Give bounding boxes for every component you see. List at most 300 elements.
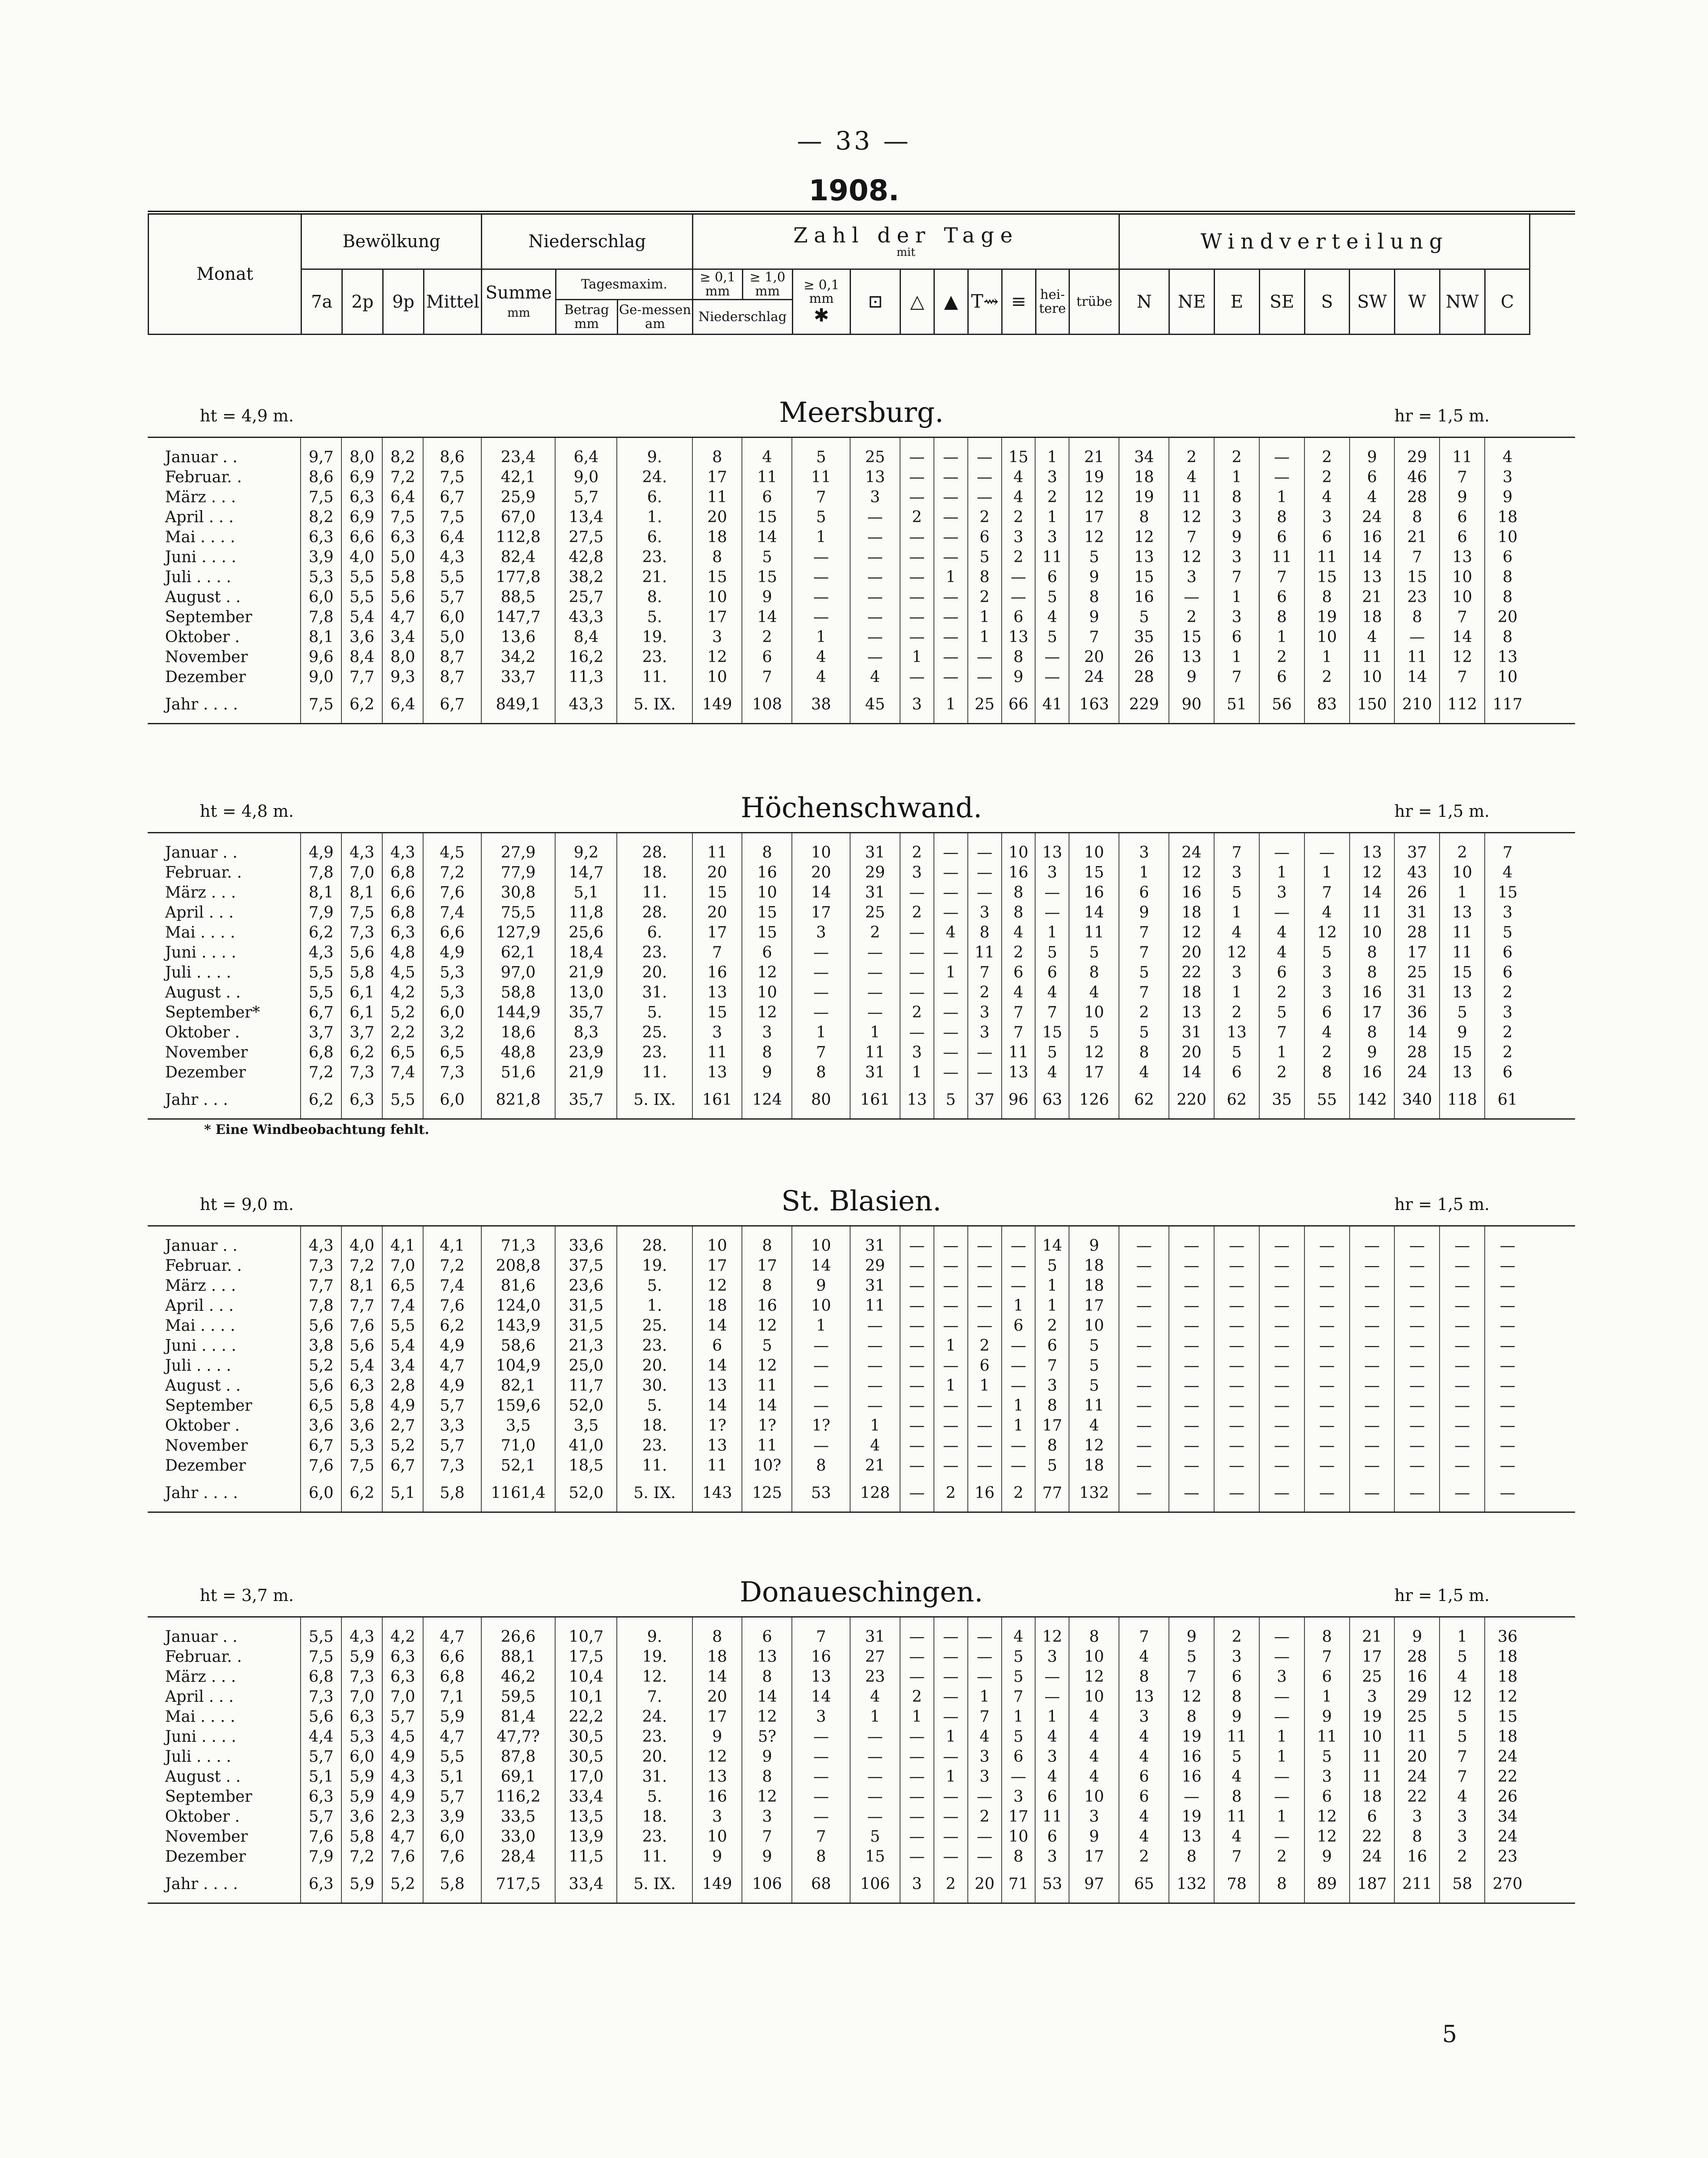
data-cell: 6,9 [341, 467, 382, 487]
data-cell: — [1002, 1436, 1036, 1456]
data-cell: 62,1 [481, 943, 556, 963]
data-cell: — [1259, 833, 1304, 863]
data-cell: 1 [1259, 1807, 1304, 1827]
data-cell: 12 [692, 647, 742, 667]
data-cell: — [900, 1336, 934, 1356]
column-header-table [148, 211, 1575, 335]
data-cell: 12 [1440, 647, 1485, 667]
data-cell: 13 [1440, 983, 1485, 1003]
data-cell: 21,3 [555, 1336, 617, 1356]
data-cell: 14 [792, 883, 850, 903]
data-cell: 11 [692, 487, 742, 507]
data-cell: 5,2 [382, 1436, 423, 1456]
data-cell: 3 [1214, 547, 1259, 567]
data-cell: 4,3 [341, 833, 382, 863]
data-cell: 5,8 [341, 1396, 382, 1416]
data-cell: 58,6 [481, 1336, 556, 1356]
data-cell: 5. IX. [617, 1083, 692, 1119]
table-row [148, 467, 1575, 487]
data-cell: 8 [1002, 1847, 1036, 1867]
data-cell: — [900, 1376, 934, 1396]
data-cell: 5,5 [341, 567, 382, 587]
data-cell: 7,4 [423, 1276, 481, 1296]
data-cell: 10 [1350, 1727, 1395, 1747]
data-cell: — [968, 1436, 1002, 1456]
table-row [148, 1316, 1575, 1336]
station-name: Meersburg. [779, 397, 944, 429]
data-cell: — [934, 1747, 968, 1767]
data-cell: 7 [742, 1827, 792, 1847]
data-cell: 118 [1440, 1083, 1485, 1119]
data-cell: 7,5 [423, 507, 481, 527]
data-cell: 18 [1485, 1727, 1530, 1747]
data-cell: 4 [1035, 1767, 1069, 1787]
data-cell: 7 [1304, 1647, 1350, 1667]
data-cell: 87,8 [481, 1747, 556, 1767]
data-cell: 2,7 [382, 1416, 423, 1436]
data-cell: 24 [1394, 1767, 1440, 1787]
data-cell: 9 [1214, 1707, 1259, 1727]
data-cell: 27,5 [555, 527, 617, 547]
data-cell: — [934, 1847, 968, 1867]
data-cell: 1 [1259, 863, 1304, 883]
data-cell: 12 [1169, 507, 1214, 527]
data-cell: 10 [692, 1226, 742, 1256]
data-cell: 6,8 [301, 1043, 341, 1063]
data-cell: 8 [1214, 1687, 1259, 1707]
data-cell: 5 [1069, 547, 1119, 567]
data-cell: 4,7 [382, 607, 423, 627]
data-cell: 6,1 [341, 1003, 382, 1023]
data-cell: 12 [1069, 527, 1119, 547]
data-cell: — [900, 1226, 934, 1256]
data-cell: 6 [1350, 467, 1395, 487]
data-cell: 7 [1440, 467, 1485, 487]
data-cell: 10 [1485, 527, 1530, 547]
data-cell: — [1440, 1436, 1485, 1456]
data-cell: 5,4 [382, 1336, 423, 1356]
ge01-snow-label: ≥ 0,1 mm [803, 277, 840, 307]
month-cell: August . . [165, 1768, 241, 1786]
data-cell: 6 [742, 1617, 792, 1648]
data-cell: 6,5 [423, 1043, 481, 1063]
data-cell: 4 [1485, 863, 1530, 883]
data-cell: 4,9 [423, 1376, 481, 1396]
data-cell: 5. IX. [617, 687, 692, 724]
data-cell: — [1002, 1276, 1036, 1296]
data-cell: 1 [934, 687, 968, 724]
data-cell: 7,0 [382, 1256, 423, 1276]
data-cell: 3,6 [301, 1416, 341, 1436]
data-cell: 1 [900, 1707, 934, 1727]
data-cell: 21,9 [555, 963, 617, 983]
data-cell: 63 [1035, 1083, 1069, 1119]
data-cell: — [1394, 1416, 1440, 1436]
data-cell: — [900, 1296, 934, 1316]
data-cell: 8 [742, 1667, 792, 1687]
data-cell: 6 [1214, 627, 1259, 647]
data-cell: 15 [742, 903, 792, 923]
data-cell: 7,6 [423, 1847, 481, 1867]
data-cell: 25 [1394, 1707, 1440, 1727]
data-cell: 15 [742, 567, 792, 587]
data-cell: 13,6 [481, 627, 556, 647]
data-cell: 1 [968, 607, 1002, 627]
table-row [148, 1687, 1575, 1707]
data-cell: — [1259, 438, 1304, 468]
data-cell: — [900, 923, 934, 943]
data-cell: — [900, 1767, 934, 1787]
data-cell: — [900, 1316, 934, 1336]
month-cell: April . . . [165, 508, 234, 526]
data-cell: — [1259, 1276, 1304, 1296]
data-cell: 4 [1002, 467, 1036, 487]
data-cell: — [1440, 1276, 1485, 1296]
table-row [148, 983, 1575, 1003]
data-cell: 1 [792, 1316, 850, 1336]
data-cell: 7,9 [301, 903, 341, 923]
data-cell: — [900, 1436, 934, 1456]
data-cell: — [1214, 1436, 1259, 1456]
data-cell: 25,6 [555, 923, 617, 943]
data-cell: 14 [792, 1256, 850, 1276]
data-cell: 16 [1169, 1747, 1214, 1767]
data-cell: — [1304, 1256, 1350, 1276]
data-cell: — [850, 943, 900, 963]
data-cell: — [792, 547, 850, 567]
data-cell: — [968, 1316, 1002, 1336]
table-row [148, 1436, 1575, 1456]
month-cell: Juli . . . . [165, 1357, 232, 1375]
station-meersburg [148, 393, 1575, 724]
data-cell: 5 [1119, 607, 1169, 627]
data-cell: 8 [692, 438, 742, 468]
data-cell: 10,7 [555, 1617, 617, 1648]
data-cell: 2 [742, 627, 792, 647]
data-cell: 163 [1069, 687, 1119, 724]
data-cell: — [968, 833, 1002, 863]
month-cell: Januar . . [165, 1628, 238, 1646]
data-cell: 5,9 [423, 1707, 481, 1727]
data-cell: — [792, 1356, 850, 1376]
data-cell: 5 [1069, 1356, 1119, 1376]
data-cell: 6 [1035, 567, 1069, 587]
data-cell: 12 [742, 1707, 792, 1727]
data-cell: 23. [617, 1436, 692, 1456]
data-cell: 10? [742, 1456, 792, 1476]
data-cell: 82,4 [481, 547, 556, 567]
data-cell: 5 [1069, 1023, 1119, 1043]
data-cell: 177,8 [481, 567, 556, 587]
data-cell: — [900, 1847, 934, 1867]
data-cell: — [1169, 1226, 1214, 1256]
data-cell: 4 [1002, 1617, 1036, 1648]
data-cell: 11 [692, 1456, 742, 1476]
data-cell: 8 [742, 1276, 792, 1296]
data-cell: 143 [692, 1476, 742, 1512]
data-cell: 8,1 [341, 883, 382, 903]
data-cell: 1? [742, 1416, 792, 1436]
data-cell: 4 [1002, 983, 1036, 1003]
data-cell: — [1214, 1256, 1259, 1276]
data-cell: 14 [742, 607, 792, 627]
data-cell: 5,7 [423, 587, 481, 607]
data-cell: 6,7 [423, 687, 481, 724]
data-cell: 4 [1214, 923, 1259, 943]
data-cell: 6,7 [423, 487, 481, 507]
data-cell: 104,9 [481, 1356, 556, 1376]
data-cell: — [792, 587, 850, 607]
data-cell: 24 [1350, 507, 1395, 527]
data-cell: 6 [1259, 667, 1304, 687]
data-cell: 8 [1259, 1867, 1304, 1903]
month-cell: Juni . . . . [165, 944, 236, 961]
data-cell: 144,9 [481, 1003, 556, 1023]
header-wind-c: C [1485, 269, 1530, 335]
data-cell: — [968, 1827, 1002, 1847]
data-cell: 12 [1035, 1617, 1069, 1648]
data-cell: 1 [1002, 1416, 1036, 1436]
data-cell: 18,4 [555, 943, 617, 963]
data-cell: 6 [968, 527, 1002, 547]
data-cell: 5,2 [382, 1867, 423, 1903]
data-cell: — [1485, 1296, 1530, 1316]
table-row [148, 1043, 1575, 1063]
data-cell: — [792, 1336, 850, 1356]
data-cell: 7,4 [382, 1296, 423, 1316]
data-cell: 7,5 [341, 903, 382, 923]
data-cell: 1 [792, 627, 850, 647]
data-cell: 4 [742, 438, 792, 468]
data-cell: 5,5 [301, 983, 341, 1003]
data-cell: 13 [1035, 833, 1069, 863]
data-cell: — [934, 1456, 968, 1476]
data-cell: 112 [1440, 687, 1485, 724]
data-cell: 6,7 [301, 1003, 341, 1023]
data-cell: 8 [742, 1043, 792, 1063]
data-cell: — [968, 1256, 1002, 1276]
data-cell: — [934, 863, 968, 883]
data-cell: 8,1 [341, 1276, 382, 1296]
data-cell: 3 [1002, 527, 1036, 547]
data-cell: 7 [1214, 1847, 1259, 1867]
data-cell: 9,0 [555, 467, 617, 487]
data-cell: 19 [1169, 1807, 1214, 1827]
zahl-der-tage-label: Zahl der Tage [793, 223, 1019, 248]
data-cell: 33,0 [481, 1827, 556, 1847]
data-cell: 5,3 [341, 1727, 382, 1747]
data-cell: — [1002, 1256, 1036, 1276]
data-cell: 23,6 [555, 1276, 617, 1296]
data-cell: 1 [1002, 1296, 1036, 1316]
data-cell: 7,5 [301, 687, 341, 724]
data-cell: 1 [1002, 1396, 1036, 1416]
data-cell: 18 [1485, 1667, 1530, 1687]
data-cell: 161 [850, 1083, 900, 1119]
data-cell: 7,9 [301, 1847, 341, 1867]
data-cell: 66 [1002, 687, 1036, 724]
data-cell: 3 [1304, 507, 1350, 527]
data-cell: 5,7 [382, 1707, 423, 1727]
header-wind-ne: NE [1169, 269, 1215, 335]
data-cell: — [1214, 1226, 1259, 1256]
data-cell: — [850, 647, 900, 667]
data-cell: 7 [1259, 567, 1304, 587]
station-hr: hr = 1,5 m. [1394, 1586, 1490, 1605]
data-cell: 6 [1035, 1827, 1069, 1847]
data-cell: 1 [792, 1023, 850, 1043]
data-cell: 11 [1440, 438, 1485, 468]
data-cell: 30,8 [481, 883, 556, 903]
data-cell: 24. [617, 1707, 692, 1727]
data-cell: 8 [1002, 647, 1036, 667]
station-name: Donaueschingen. [739, 1576, 983, 1608]
station-data-table [148, 1616, 1575, 1904]
data-cell: 6 [1440, 527, 1485, 547]
data-cell: 2 [1169, 438, 1214, 468]
data-cell: 23. [617, 943, 692, 963]
station-hr: hr = 1,5 m. [1394, 1195, 1490, 1214]
data-cell: 4 [1119, 1747, 1169, 1767]
data-cell: 10 [1069, 1316, 1119, 1336]
month-cell: Jahr . . . . [165, 1875, 238, 1893]
data-cell: 6,3 [382, 1667, 423, 1687]
data-cell: 5 [1069, 1376, 1119, 1396]
data-cell: 6. [617, 527, 692, 547]
data-cell: 42,1 [481, 467, 556, 487]
data-cell: 5 [742, 1336, 792, 1356]
data-cell: 14 [742, 1396, 792, 1416]
table-row [148, 1063, 1575, 1083]
station-ht: ht = 9,0 m. [200, 1195, 294, 1214]
data-cell: 7 [1304, 883, 1350, 903]
data-cell: 4,7 [382, 1827, 423, 1847]
data-cell: 2 [968, 587, 1002, 607]
data-cell: — [1169, 1787, 1214, 1807]
data-cell: 11. [617, 1847, 692, 1867]
data-cell: 5. IX. [617, 1867, 692, 1903]
data-cell: 5. [617, 1787, 692, 1807]
data-cell: — [934, 1003, 968, 1023]
month-cell: Mai . . . . [165, 924, 235, 941]
data-cell: 7,4 [423, 903, 481, 923]
data-cell: 4 [968, 1727, 1002, 1747]
data-cell: 6,2 [301, 923, 341, 943]
data-cell: — [900, 1647, 934, 1667]
month-cell: Juni . . . . [165, 1337, 236, 1355]
data-cell: 12 [742, 963, 792, 983]
data-cell: 2 [1259, 983, 1304, 1003]
data-cell: 3 [1350, 1687, 1395, 1707]
data-cell: 1 [1119, 863, 1169, 883]
data-cell: 3 [1214, 607, 1259, 627]
data-cell: 5,5 [301, 1617, 341, 1648]
data-cell: 81,4 [481, 1707, 556, 1727]
data-cell: — [1214, 1456, 1259, 1476]
data-cell: 11 [1440, 923, 1485, 943]
data-cell: 2 [1259, 1063, 1304, 1083]
data-cell: 23,4 [481, 438, 556, 468]
data-cell: — [1119, 1226, 1169, 1256]
data-cell: 7,3 [341, 1667, 382, 1687]
data-cell: 4 [1035, 1727, 1069, 1747]
data-cell: 9 [1440, 487, 1485, 507]
data-cell: 4 [1069, 1707, 1119, 1727]
data-cell: 7,3 [301, 1256, 341, 1276]
data-cell: 8 [1119, 1667, 1169, 1687]
data-cell: — [1002, 587, 1036, 607]
data-cell: — [1259, 1436, 1304, 1456]
data-cell: 4 [1304, 903, 1350, 923]
data-cell: — [1259, 1456, 1304, 1476]
month-cell: März . . . [165, 488, 236, 506]
data-cell: — [1119, 1276, 1169, 1296]
data-cell: 7,2 [341, 1847, 382, 1867]
data-cell: 38,2 [555, 567, 617, 587]
data-cell: 10 [1350, 667, 1395, 687]
data-cell: 6 [1214, 1667, 1259, 1687]
data-cell: 4 [1350, 487, 1395, 507]
data-cell: 5. [617, 607, 692, 627]
data-cell: 15 [1069, 863, 1119, 883]
station-hr: hr = 1,5 m. [1394, 406, 1490, 425]
data-cell: 7 [1002, 1023, 1036, 1043]
data-cell: 13 [1214, 1023, 1259, 1043]
data-cell: 8 [742, 1767, 792, 1787]
data-cell: 7 [792, 487, 850, 507]
data-cell: 35,7 [555, 1083, 617, 1119]
data-cell: — [900, 667, 934, 687]
data-cell: 17 [1394, 943, 1440, 963]
data-cell: — [1169, 1336, 1214, 1356]
data-cell: 2 [1002, 507, 1036, 527]
data-cell: — [1485, 1226, 1530, 1256]
data-cell: 14 [692, 1316, 742, 1336]
data-cell: — [1350, 1396, 1395, 1416]
data-cell: — [850, 1787, 900, 1807]
data-cell: 7,0 [341, 863, 382, 883]
table-row [148, 1456, 1575, 1476]
month-cell: Februar. . [165, 1257, 242, 1275]
data-cell: 2 [1214, 1003, 1259, 1023]
data-cell: 15 [1440, 1043, 1485, 1063]
data-cell: 8 [1394, 507, 1440, 527]
header-wind-sw: SW [1350, 269, 1395, 335]
data-cell: 5 [1440, 1707, 1485, 1727]
data-cell: 14 [692, 1396, 742, 1416]
data-cell: 13 [1440, 903, 1485, 923]
data-cell: 3 [968, 1767, 1002, 1787]
data-cell: 132 [1169, 1867, 1214, 1903]
data-cell: 4 [934, 923, 968, 943]
data-cell: 24 [1069, 667, 1119, 687]
data-cell: — [1259, 1356, 1304, 1376]
data-cell: 10,4 [555, 1667, 617, 1687]
data-cell: 7 [1035, 1003, 1069, 1023]
data-cell: — [1394, 1476, 1440, 1512]
data-cell: 17 [692, 1256, 742, 1276]
data-cell: 8 [1304, 1617, 1350, 1648]
data-cell: 2 [1119, 1847, 1169, 1867]
data-cell: 1 [1035, 1276, 1069, 1296]
data-cell: 7 [968, 963, 1002, 983]
data-cell: 6 [1259, 527, 1304, 547]
header-bewolkung: Bewölkung [301, 213, 482, 269]
table-row [148, 667, 1575, 687]
data-cell: — [934, 1316, 968, 1336]
data-cell: 31. [617, 983, 692, 1003]
year-total-row [148, 1867, 1575, 1903]
